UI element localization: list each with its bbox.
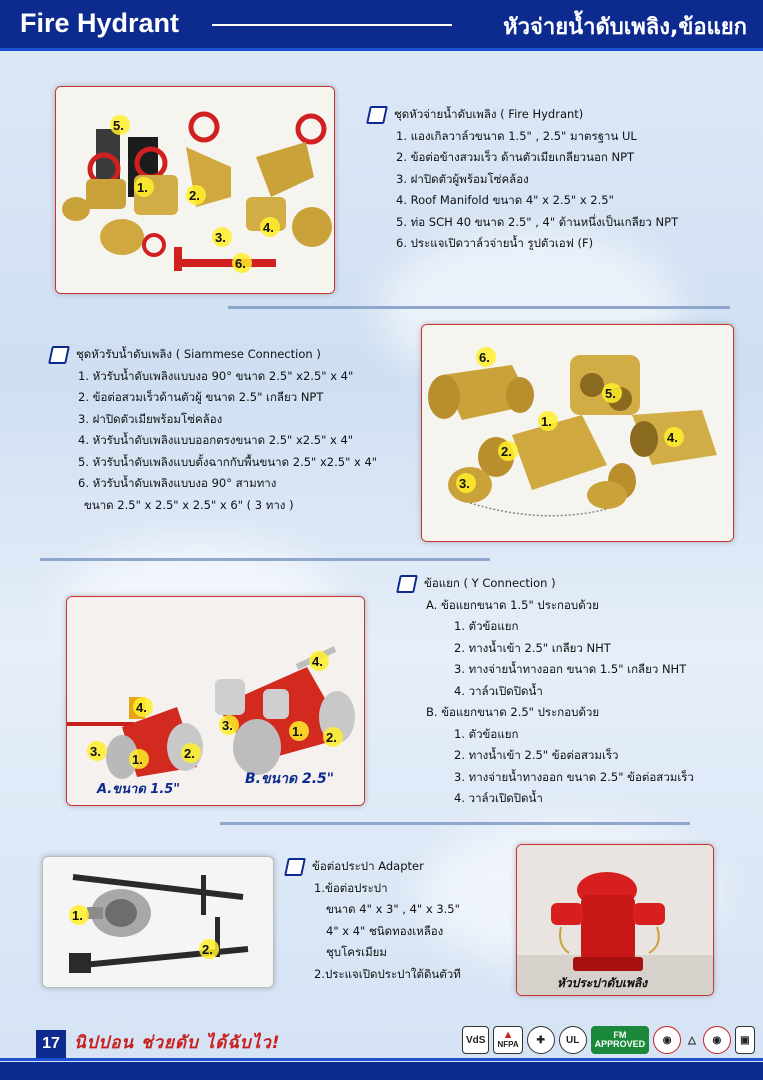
photo2-label-3: 3. (459, 476, 470, 491)
fm-approved-label: APPROVED (594, 1039, 646, 1049)
section4-item: ขนาด 4" x 3" , 4" x 3.5" (326, 902, 460, 916)
photo2-label-2: 2. (501, 444, 512, 459)
section4-item: ชุบโครเมียม (326, 945, 387, 959)
ul-cross-icon: ✚ (527, 1026, 555, 1054)
group-b-item: 1. ตัวข้อแยก (454, 726, 519, 741)
group-b-item: 4. วาล์วเปิดปิดน้ำ (454, 791, 543, 805)
section2-item: ขนาด 2.5" x 2.5" x 2.5" x 6" ( 3 ทาง ) (84, 497, 294, 512)
photo3-label-1b: 1. (292, 724, 303, 739)
caption-size-b: B.ขนาด 2.5" (245, 771, 335, 787)
section1-item: 3. ฝาปิดตัวผู้พร้อมโซ่คล้อง (396, 171, 529, 186)
checkbox-icon (396, 575, 418, 593)
group-a-item: 4. วาล์วเปิดปิดน้ำ (454, 683, 543, 698)
page-number: 17 (36, 1030, 66, 1058)
photo3-label-2b: 2. (326, 730, 337, 745)
group-a-item: 3. ทางจ่ายน้ำทางออก ขนาด 1.5" เกลียว NHT (454, 662, 687, 676)
section4-heading: ข้อต่อประปา Adapter (312, 859, 424, 873)
group-b-item: 2. ทางน้ำเข้า 2.5" ข้อต่อสวมเร็ว (454, 748, 619, 762)
hydrant-illustration (517, 845, 713, 995)
hydrant-photo (516, 844, 714, 996)
group-a-item: 1. ตัวข้อแยก (454, 619, 519, 633)
checkbox-icon (284, 858, 306, 876)
section2-item: 3. ฝาปิดตัวเมียพร้อมโซ่คล้อง (78, 411, 223, 426)
section3-heading: ข้อแยก ( Y Connection ) (424, 576, 556, 590)
nfpa-flame-icon: ▲ (502, 1029, 514, 1041)
nfpa-logo (493, 1026, 522, 1054)
photo2-label-5: 5. (605, 386, 616, 401)
section2-item: 2. ข้อต่อสวมเร็วด้านตัวผู้ ขนาด 2.5" เกลียว NPT (78, 390, 324, 404)
certification-seal-icon: ◉ (703, 1026, 731, 1054)
footer-bar (0, 1062, 763, 1080)
photo1-label-6: 6. (235, 256, 246, 271)
header-rule (212, 24, 452, 26)
section2-heading: ชุดหัวรับน้ำดับเพลิง ( Siammese Connection ) (76, 347, 321, 361)
photo1-label-2: 2. (189, 188, 200, 203)
section-divider (220, 822, 690, 825)
ul-logo: UL (559, 1026, 587, 1054)
siamese-connection-illustration (422, 325, 733, 541)
hydrant-caption: หัวประปาดับเพลิง (557, 976, 648, 990)
fire-hydrant-illustration (56, 87, 334, 293)
photo3-label-3a: 3. (90, 744, 101, 759)
siamese-connection-description (50, 344, 420, 516)
section2-item: 1. หัวรับน้ำดับเพลิงแบบงอ 90° ขนาด 2.5" x2.5" x 4" (78, 368, 354, 383)
photo1-label-4: 4. (263, 220, 274, 235)
adapter-photo (42, 856, 274, 988)
photo3-label-2a: 2. (184, 746, 195, 761)
photo4-label-1: 1. (72, 908, 83, 923)
header-title-en: Fire Hydrant (20, 8, 180, 38)
page-header (0, 0, 763, 48)
standard-mark-icon: ▣ (735, 1026, 755, 1054)
adapter-illustration (43, 857, 273, 987)
section-divider (40, 558, 490, 561)
tis-seal-icon: ◉ (653, 1026, 681, 1054)
photo2-label-6: 6. (479, 350, 490, 365)
section4-item: 2.ประแจเปิดประปาใต้ดินตัวที (314, 966, 461, 981)
vds-logo: VdS (462, 1026, 489, 1054)
photo3-label-4a: 4. (136, 700, 147, 715)
photo2-label-1: 1. (541, 414, 552, 429)
photo3-label-4b: 4. (312, 654, 323, 669)
section1-item: 2. ข้อต่อข้างสวมเร็ว ด้านตัวเมียเกลียวนอก NPT (396, 150, 635, 164)
nfpa-label: NFPA (497, 1040, 519, 1049)
footer-stripe (0, 1058, 763, 1061)
photo1-label-1: 1. (137, 180, 148, 195)
section2-item: 6. หัวรับน้ำดับเพลิงแบบงอ 90° สามทาง (78, 476, 277, 490)
group-a-title: A. ข้อแยกขนาด 1.5" ประกอบด้วย (426, 597, 599, 612)
section2-item: 5. หัวรับน้ำดับเพลิงแบบตั้งฉากกับพื้นขนาด 2.5" x2.5" x 4" (78, 454, 378, 469)
certification-logos (462, 1024, 755, 1056)
adapter-description (286, 856, 516, 985)
fire-hydrant-photo (55, 86, 335, 294)
photo2-label-4: 4. (667, 430, 678, 445)
section4-item: 1.ข้อต่อประปา (314, 880, 388, 895)
section1-heading: ชุดหัวจ่ายน้ำดับเพลิง ( Fire Hydrant) (394, 107, 584, 121)
caption-size-a: A.ขนาด 1.5" (97, 782, 181, 797)
y-connection-illustration (67, 597, 364, 805)
group-b-title: B. ข้อแยกขนาด 2.5" ประกอบด้วย (426, 705, 600, 719)
photo1-label-3: 3. (215, 230, 226, 245)
fire-hydrant-description (368, 104, 758, 255)
photo1-label-5: 5. (113, 118, 124, 133)
section1-item: 5. ท่อ SCH 40 ขนาด 2.5" , 4" ด้านหนึ่งเป็นเกลียว NPT (396, 214, 679, 229)
group-a-item: 2. ทางน้ำเข้า 2.5" เกลียว NHT (454, 640, 611, 655)
fm-approved-logo (591, 1026, 650, 1054)
section4-item: 4" x 4" ชนิดทองเหลือง (326, 923, 444, 938)
section-divider (228, 306, 730, 309)
checkbox-icon (48, 346, 70, 364)
photo3-label-1a: 1. (132, 752, 143, 767)
group-b-item: 3. ทางจ่ายน้ำทางออก ขนาด 2.5" ข้อต่อสวมเร็ว (454, 769, 694, 784)
triangle-mark-icon: △ (688, 1034, 696, 1046)
header-underline (0, 48, 763, 51)
photo3-label-3b: 3. (222, 718, 233, 733)
y-connection-photo (66, 596, 365, 806)
photo4-label-2: 2. (202, 942, 213, 957)
siamese-connection-photo (421, 324, 734, 542)
checkbox-icon (366, 106, 388, 124)
fm-label: FM (613, 1030, 627, 1040)
header-title-th: หัวจ่ายน้ำดับเพลิง,ข้อแยก (503, 15, 747, 40)
footer-slogan: นิปปอน ช่วยดับ ได้ฉับไว! (74, 1033, 281, 1053)
section1-item: 4. Roof Manifold ขนาด 4" x 2.5" x 2.5" (396, 193, 614, 207)
y-connection-description (398, 573, 758, 810)
section2-item: 4. หัวรับน้ำดับเพลิงแบบออกตรงขนาด 2.5" x2.5" x 4" (78, 433, 354, 447)
section1-item: 6. ประแจเปิดวาล์วจ่ายน้ำ รูปตัวเอฟ (F) (396, 236, 594, 250)
section1-item: 1. แองเกิลวาล์วขนาด 1.5" , 2.5" มาตรฐาน UL (396, 128, 637, 143)
